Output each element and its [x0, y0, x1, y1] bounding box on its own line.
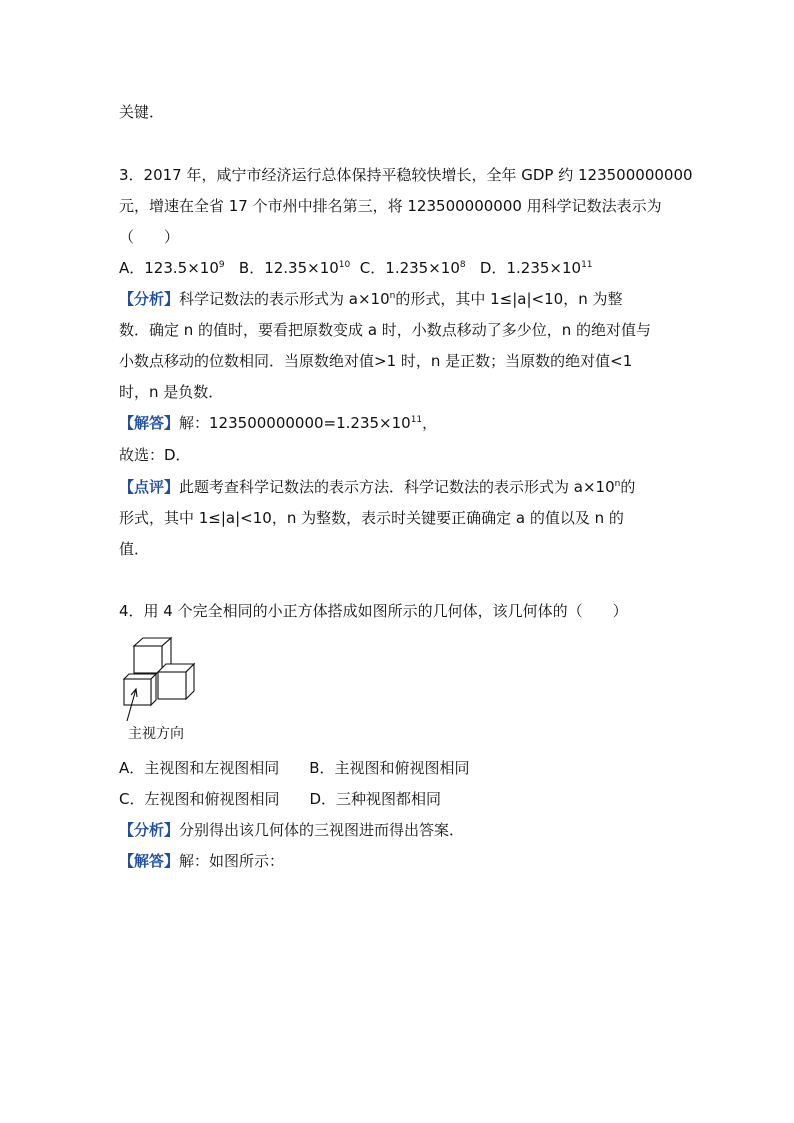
- q3-analysis-line4: 时，n 是负数．: [119, 383, 224, 401]
- q3-analysis-line3: 小数点移动的位数相同．当原数绝对值>1 时，n 是正数；当原数的绝对值<1: [119, 352, 633, 370]
- q3-analysis-line1: 【分析】科学记数法的表示形式为 $a\times 10^n$的形式，其中 1≤|a|<10，n 为整: [119, 290, 623, 308]
- q4-stem: 4．用 4 个完全相同的小正方体搭成如图所示的几何体，该几何体的（ ）: [119, 602, 628, 620]
- q3-comment-line3: 值．: [119, 540, 150, 558]
- left-cube-front-face: [124, 679, 151, 705]
- q4-options-row2: C．左视图和俯视图相同 D．三种视图都相同: [119, 790, 442, 808]
- q3-option-d: D．$1.235\times 10^{11}$: [479, 259, 593, 277]
- answer-tag: 【解答】: [119, 852, 180, 870]
- left-cube-side-face: [151, 674, 156, 705]
- top-fragment: 关键．: [119, 103, 165, 121]
- q3-analysis-line2: 数．确定 n 的值时，要看把原数变成 a 时，小数点移动了多少位，n 的绝对值与: [119, 321, 652, 339]
- right-cube-front-face: [158, 672, 186, 699]
- figure-caption: 主视方向: [128, 726, 184, 742]
- analysis-tag: 【分析】: [119, 290, 180, 308]
- analysis-tag: 【分析】: [119, 821, 180, 839]
- q4-analysis: 【分析】分别得出该几何体的三视图进而得出答案．: [119, 821, 465, 839]
- q3-choice: 故选：D．: [119, 446, 191, 464]
- q4-answer: 【解答】解：如图所示：: [119, 852, 285, 870]
- cubes-figure: [118, 633, 200, 725]
- q3-answer: 【解答】解：$123500000000=1.235\times 10^{11}$，: [119, 414, 438, 432]
- q3-comment-line1: 【点评】此题考查科学记数法的表示方法．科学记数法的表示形式为 $a\times 10^n$的: [119, 478, 636, 496]
- q3-options: [119, 258, 593, 278]
- q3-option-a: A．$123.5\times 10^9$: [119, 259, 225, 277]
- q3-stem-line2: 元，增速在全省 17 个市州中排名第三，将 123500000000 用科学记数法表示为: [119, 197, 662, 215]
- q4-options-row1: A．主视图和左视图相同 B．主视图和俯视图相同: [119, 759, 470, 777]
- answer-tag: 【解答】: [119, 414, 180, 432]
- q3-stem-line1: 3．2017 年，咸宁市经济运行总体保持平稳较快增长，全年 GDP 约 123500000000: [119, 166, 693, 184]
- top-cube-front-face: [134, 646, 162, 673]
- q3-comment-line2: 形式，其中 1≤|a|<10，n 为整数，表示时关键要正确确定 a 的值以及 n 的: [119, 509, 624, 527]
- q3-stem-line3: （ ）: [119, 228, 180, 246]
- comment-tag: 【点评】: [119, 478, 180, 496]
- q3-option-c: C．$1.235\times 10^8$: [359, 259, 466, 277]
- q3-option-b: B．$12.35\times 10^{10}$: [238, 259, 351, 277]
